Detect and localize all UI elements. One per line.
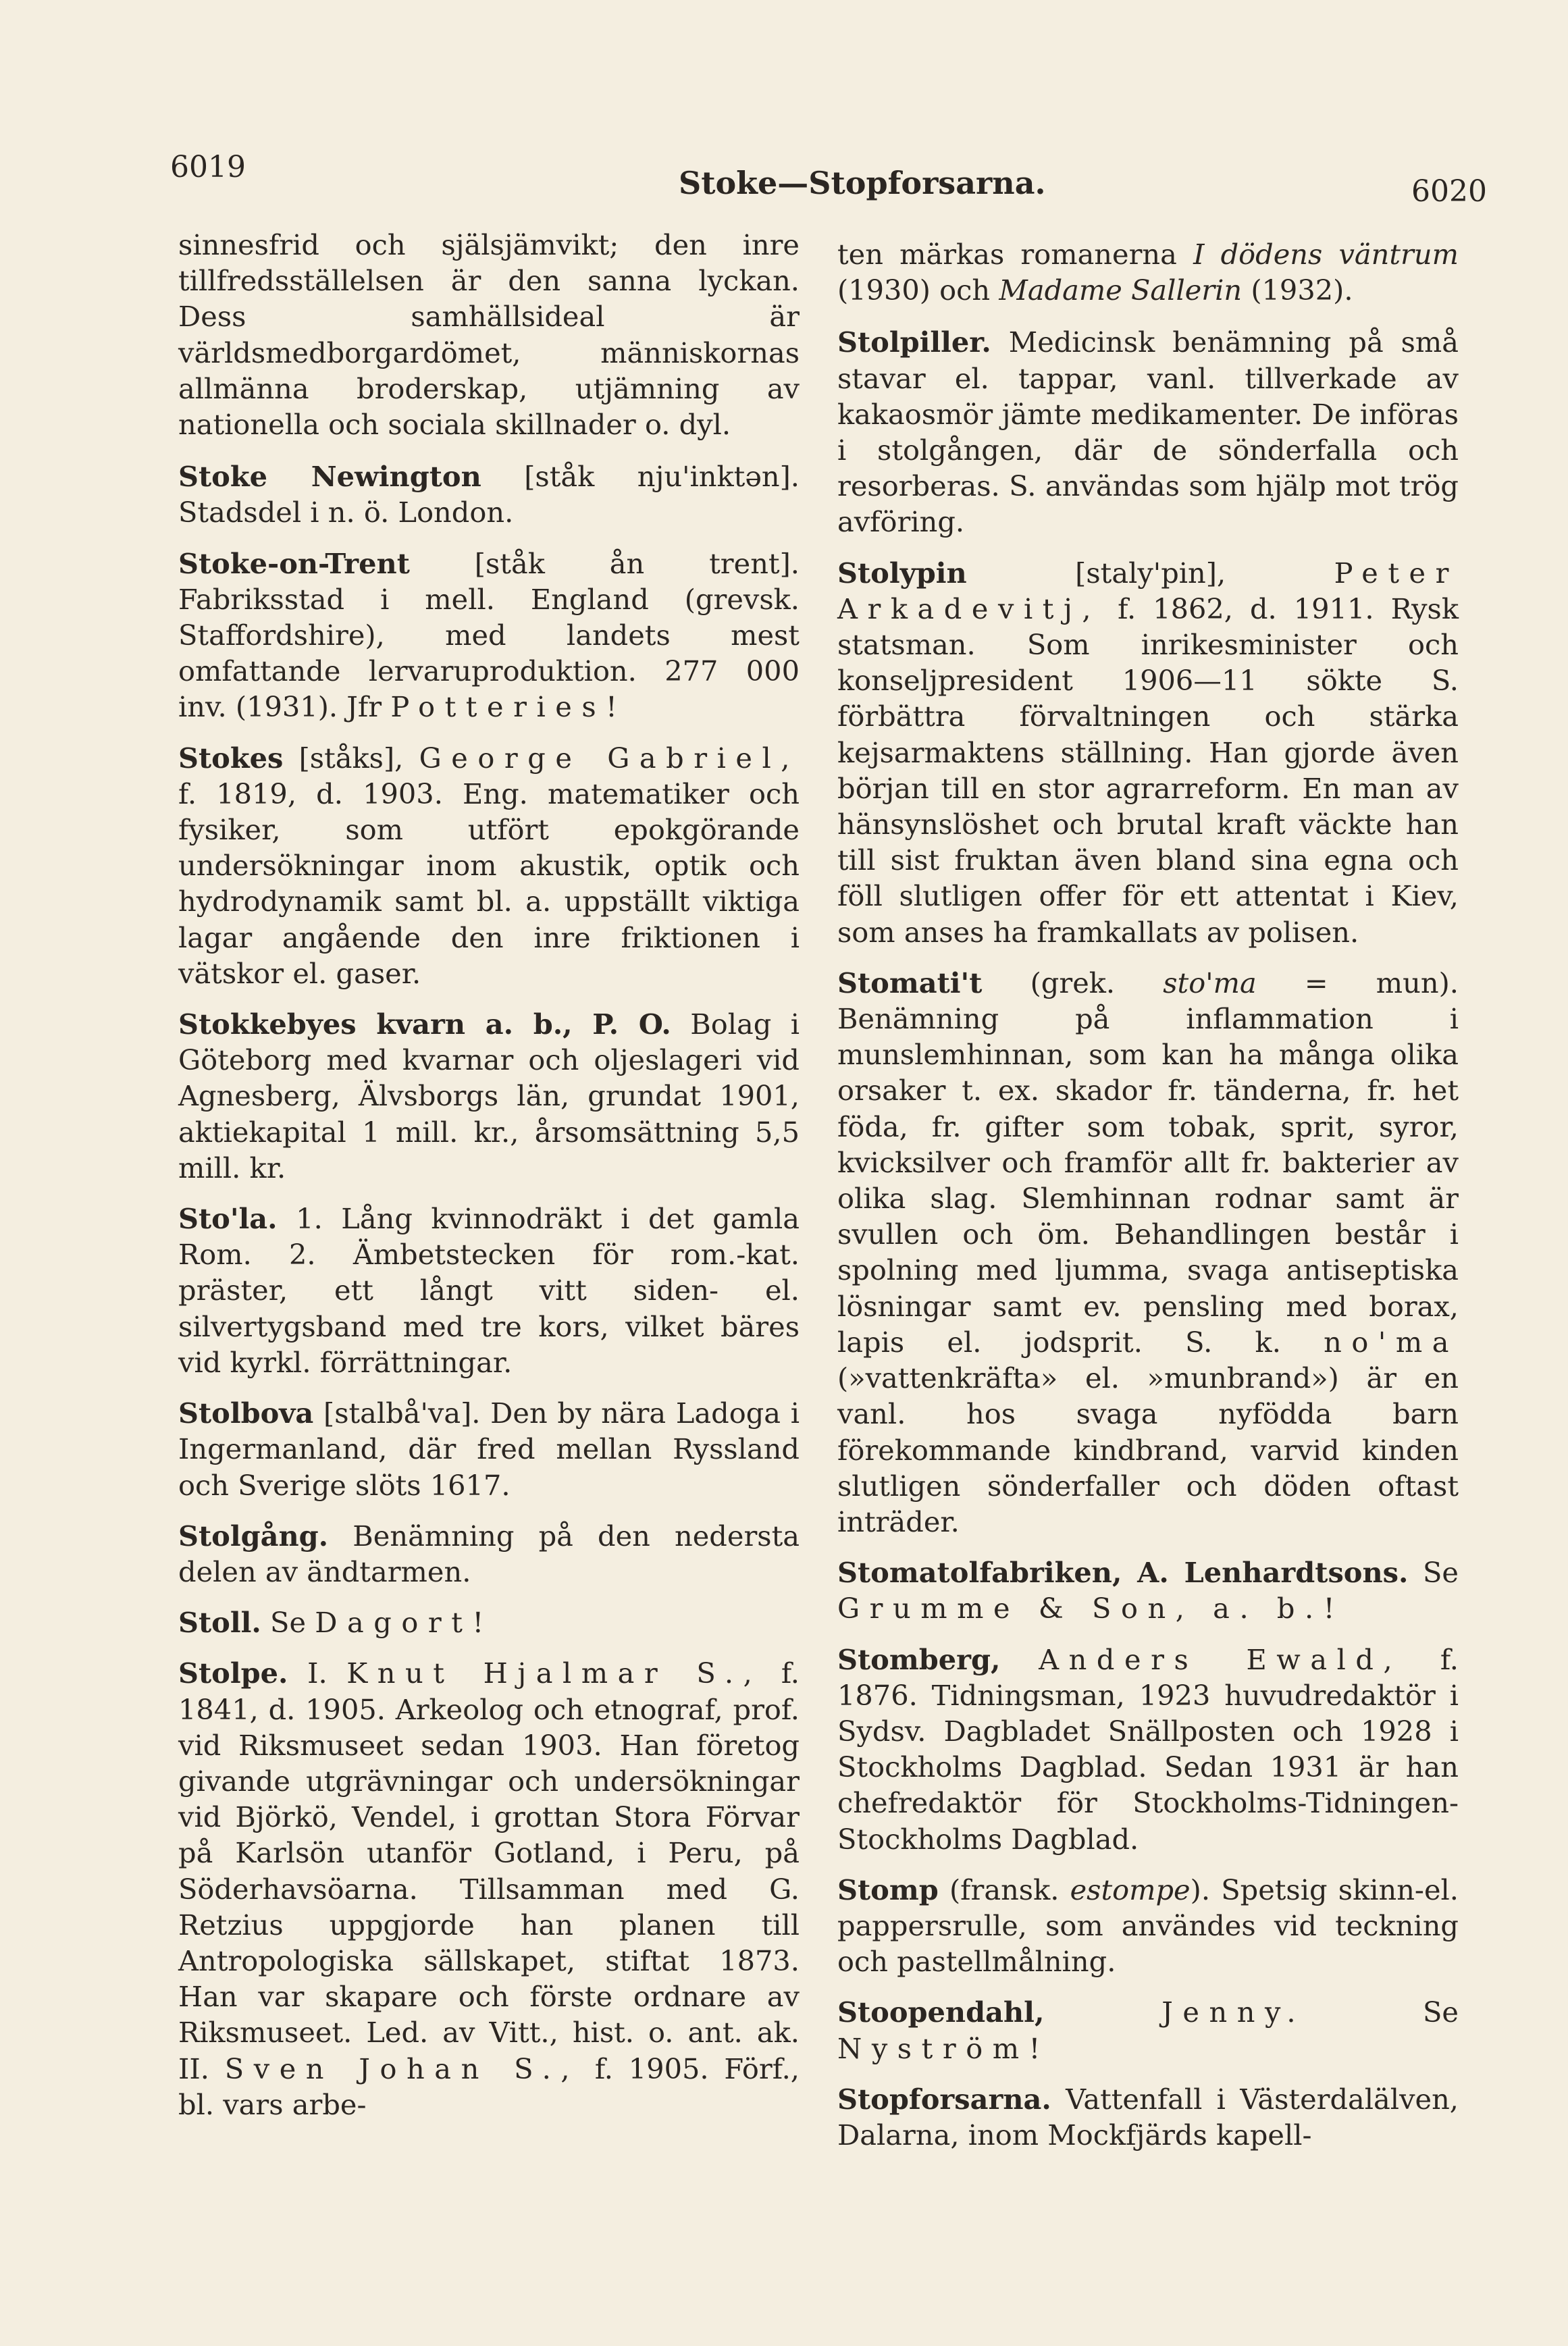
entry-stoopendahl	[837, 1994, 1459, 2066]
entry-text: 1. Lång kvinnodräkt i det gamla Rom. 2. Ämbetstecken för rom.-kat. präster, ett långt vitt siden- el. silvertygsband med tre kors, vilket bäres vid kyrkl. förrättningar.	[178, 1202, 800, 1379]
term: no'ma	[1324, 1325, 1459, 1359]
entry-text: Medicinsk benämning på små stavar el. tappar, vanl. tillverkade av kakaosmör jämte medikamenter. De införas i stolgången, där de sönderfalla och resorberas. S. användas som hjälp mot trög avföring.	[837, 325, 1459, 539]
entry-stoke-on-trent	[178, 546, 800, 725]
person-name: Jenny.	[1161, 1996, 1306, 2029]
entry-stokkebyes	[178, 1006, 800, 1186]
entry-text: f. 1819, d. 1903. Eng. matematiker och fysiker, som utfört epokgörande undersökningar inom akustik, optik och hydrodynamik samt bl. a. uppställt viktiga lagar angående den inre friktionen i vätskor el. gaser.	[178, 777, 800, 990]
entry-text: Benämning på den nedersta delen av ändtarmen.	[178, 1519, 800, 1588]
headword: Stomp	[837, 1873, 939, 1906]
entry-text: [stalbå'va]. Den by nära Ladoga i Ingermanland, där fred mellan Ryssland och Sverige slöts 1617.	[178, 1397, 800, 1502]
person-name: Anders Ewald,	[1039, 1642, 1403, 1676]
headword: Stolypin	[837, 556, 967, 590]
headword: Stomati't	[837, 966, 983, 999]
etymology-word: sto'ma	[1163, 966, 1257, 999]
headword: Stokes	[178, 741, 284, 775]
entry-text: Bolag i Göteborg med kvarnar och oljeslageri vid Agnesberg, Älvsborgs län, grundat 1901, aktiekapital 1 mill. kr., årsomsättning 5,5 mill. kr.	[178, 1008, 800, 1184]
entry-stolgang	[178, 1518, 800, 1590]
page-number-left: 6019	[170, 150, 246, 184]
entry-stolpiller	[837, 324, 1459, 540]
person-name: Knut Hjalmar S.,	[346, 1657, 762, 1690]
person-name: Sven Johan S.,	[224, 2052, 580, 2085]
entry-text: f. 1905. Förf., bl. vars arbe-	[178, 2052, 800, 2121]
headword: Stomberg,	[837, 1642, 1001, 1676]
entry-stopforsarna	[837, 2081, 1459, 2153]
text-fragment: ten märkas romanerna	[837, 238, 1177, 271]
headword: Sto'la.	[178, 1202, 278, 1236]
entry-stoll	[178, 1605, 800, 1640]
headword: Stopforsarna.	[837, 2082, 1051, 2116]
entry-stolypin	[837, 555, 1459, 950]
entry-stomatolfabriken	[837, 1555, 1459, 1626]
headword: Stolbova	[178, 1397, 314, 1430]
headword: Stolgång.	[178, 1519, 329, 1553]
cross-reference: Dagort!	[315, 1606, 494, 1640]
entry-text: Benämning på inflammation i munslemhinnan, som kan ha många olika orsaker t. ex. skador fr. tänderna, fr. het föda, fr. gifter som tobak, sprit, syror, kvicksilver och framför allt fr. bakterier av olika slag. Slemhinnan rodnar samt är svullen och öm. Behandlingen består i spolning med ljumma, svaga antiseptiska lösningar samt ev. pensling med borax, lapis el. jodsprit. S. k.	[837, 1002, 1459, 1359]
headword: Stokkebyes kvarn a. b., P. O.	[178, 1008, 671, 1041]
headword: Stoke Newington	[178, 460, 481, 494]
cross-reference: Nyström!	[837, 2031, 1050, 2065]
person-name: George Gabriel,	[419, 741, 800, 775]
entry-stomatit	[837, 965, 1459, 1540]
etymology: = mun).	[1304, 966, 1459, 999]
entry-text: f. 1862, d. 1911. Rysk statsman. Som inrikesminister och konseljpresident 1906—11 sökte S. förbättra förvaltningen och stärka kejsarmaktens ställning. Han gjorde även början till en stor agrarreform. En man av hänsynslöshet och brutal kraft väckte han till sist fruktan även bland sina egna och föll slutligen offer för ett attentat i Kiev, som anses ha framkallats av polisen.	[837, 592, 1459, 949]
headword: Stolpe.	[178, 1657, 288, 1690]
novel-title: Madame Sallerin	[999, 273, 1243, 307]
etymology: (fransk.	[949, 1873, 1060, 1906]
text-fragment: (1932).	[1251, 273, 1353, 307]
entry-text: Vattenfall i Västerdalälven, Dalarna, inom Mockfjärds kapell-	[837, 2082, 1459, 2152]
entry-stolbova	[178, 1395, 800, 1503]
pronunciation: [ståks],	[298, 741, 404, 775]
page-number-right: 6020	[1411, 174, 1487, 209]
entry-text: I.	[307, 1657, 328, 1690]
entry-text: (»vattenkräfta» el. »munbrand») är en vanl. hos svaga nyfödda barn förekommande kindbrand, varvid kinden slutligen sönderfaller och döden oftast inträder.	[837, 1361, 1459, 1538]
etymology-word: estompe	[1070, 1873, 1191, 1906]
entry-stokes	[178, 740, 800, 991]
cross-reference: Grumme & Son, a. b.!	[837, 1592, 1344, 1625]
headword: Stomatolfabriken, A. Lenhardtsons.	[837, 1556, 1409, 1590]
right-column	[837, 236, 1459, 2168]
cross-reference: Potteries!	[390, 690, 627, 724]
entry-stolpe	[178, 1655, 800, 2122]
headword: Stoke-on-Trent	[178, 546, 410, 580]
entry-text: Spetsig skinn-el. pappersrulle, som användes vid teckning och pastellmålning.	[837, 1873, 1459, 1979]
entry-stoke-newington	[178, 459, 800, 530]
entry-text: [ståk nju'inktən]. Stadsdel i n. ö. London.	[178, 460, 800, 529]
etymology: (grek.	[1030, 966, 1116, 999]
entry-stomberg	[837, 1642, 1459, 1857]
person-name: Peter Arkadevitj,	[837, 556, 1459, 625]
headword: Stolpiller.	[837, 325, 991, 359]
pronunciation: [staly'pin],	[1075, 556, 1226, 590]
left-column	[178, 227, 800, 2137]
entry-text: Se	[1423, 1556, 1459, 1590]
entry-stomp	[837, 1872, 1459, 1980]
running-head: Stoke—Stopforsarna.	[679, 165, 1046, 201]
page-header	[0, 0, 1568, 216]
headword: Stoopendahl,	[837, 1996, 1045, 2029]
continuation-text: sinnesfrid och själsjämvikt; den inre tillfredsställelsen är den sanna lyckan. Dess samhällsideal är världsmedborgardömet, människornas allmänna broderskap, utjämning av nationella och sociala skillnader o. dyl.	[178, 228, 800, 442]
entry-text: f. 1876. Tidningsman, 1923 huvudredaktör i Sydsv. Dagbladet Snällposten och 1928 i Stockholms Dagblad. Sedan 1931 är han chefredaktör för Stockholms-Tidningen-Stockholms Dagblad.	[837, 1642, 1459, 1856]
etymology: ).	[1190, 1873, 1211, 1906]
novel-title: I dödens väntrum	[1193, 238, 1459, 271]
entry-text: [ståk ån trent]. Fabriksstad i mell. England (grevsk. Staffordshire), med landets mest omfattande lervaruproduktion. 277 000 inv. (1931). Jfr	[178, 546, 800, 724]
entry-text: Se	[270, 1606, 307, 1640]
entry-text: Se	[1422, 1996, 1459, 2029]
headword: Stoll.	[178, 1606, 261, 1640]
continuation-text	[837, 236, 1459, 308]
entry-stola	[178, 1201, 800, 1380]
text-fragment: (1930) och	[837, 273, 991, 307]
entry-text: f. 1841, d. 1905. Arkeolog och etnograf, prof. vid Riksmuseet sedan 1903. Han företog givande utgrävningar och undersökningar vid Björkö, Vendel, i grottan Stora Förvar på Karlsön utanför Gotland, i Peru, på Söderhavsöarna. Tillsamman med G. Retzius uppgjorde han planen till Antropologiska sällskapet, stiftat 1873. Han var skapare och förste ordnare av Riksmuseet. Led. av Vitt., hist. o. ant. ak. II.	[178, 1657, 800, 2085]
